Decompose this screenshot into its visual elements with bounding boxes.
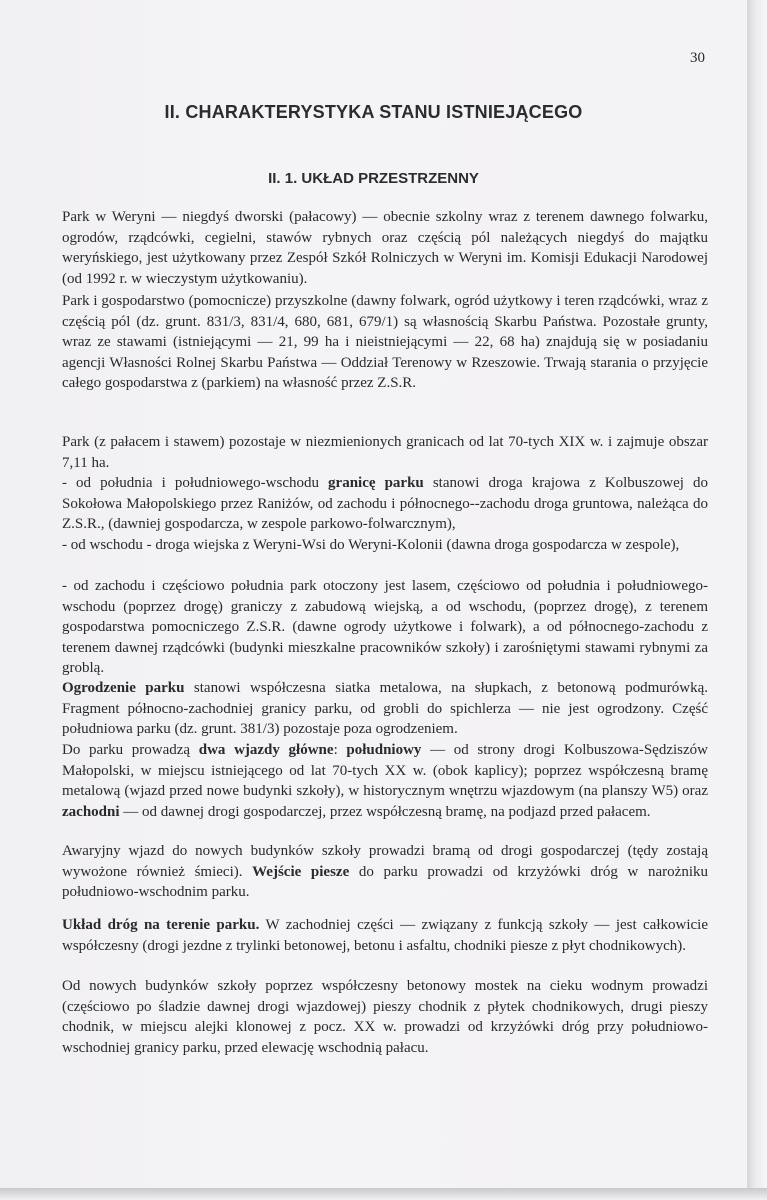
park-boundary-bold: granicę parku xyxy=(328,475,424,491)
paragraph-park-area: Park (z pałacem i stawem) pozostaje w niezmienionych granicach od lat 70-tych XIX w. i zajmuje obszar 7,11 ha. xyxy=(62,434,708,471)
chapter-title: II. CHARAKTERYSTYKA STANU ISTNIEJĄCEGO xyxy=(164,102,583,122)
paragraph-east-boundary: - od wschodu - droga wiejska z Weryni-Wsi do Weryni-Kolonii (dawna droga gospodarcza w zespole), xyxy=(62,537,680,553)
paragraph-entrances: Do parku prowadzą dwa wjazdy główne: południowy — od strony drogi Kolbuszowa-Sędziszów Małopolski, w miejscu istniejącego od lat 70-tych XX w. (obok kaplicy); poprzez współczesną bramę metalową (wjazd przed nowe budynki szkoły), w historycznym wnętrzu wjazdowym (na planszy W5) oraz zachodni — od dawnej drogi gospodarczej, przez współczesną bramę, na podjazd przed pałacem. xyxy=(62,742,708,820)
paragraph-west-boundary: - od zachodu i częściowo południa park otoczony jest lasem, częściowo od południa i południowego-wschodu (poprzez drogę) graniczy z zabudową wiejską, a od wschodu, (poprzez drogę), z terenem gospodarstwa pomocniczego Z.S.R. (dawne ogrody użytkowe i folwark), a od północnego-zachodu z terenem dawnej rządcówki (budynki mieszkalne pracowników szkoły) i zarośniętymi stawami rybnymi za groblą. xyxy=(62,578,708,676)
paragraph-south-boundary: - od południa i południowego-wschodu granicę parku stanowi droga krajowa z Kolbuszowej do Sokołowa Małopolskiego przez Raniżów, od zachodu i północnego--zachodu droga gruntowa, należąca do Z.S.R., (dawniej gospodarcza, w zespole parkowo-folwarcznym), xyxy=(62,475,708,532)
paragraph-emergency-entrance: Awaryjny wjazd do nowych budynków szkoły prowadzi bramą od drogi gospodarczej (tędy zostają wywożone również śmieci). Wejście piesze do parku prowadzi od krzyżówki dróg w narożniku południowo-wschodnim parku. xyxy=(62,843,708,900)
paragraph-footpaths: Od nowych budynków szkoły poprzez współczesny betonowy mostek na cieku wodnym prowadzi (częściowo po śladzie dawnej drogi wjazdowej) pieszy chodnik z płytek chodnikowych, drugi pieszy chodnik, w miejscu alejki klonowej z pocz. XX w. prowadzi od krzyżówki dróg przy południowo-wschodniej granicy parku, przed elewację wschodnią pałacu. xyxy=(62,978,708,1056)
section-title: II. 1. UKŁAD PRZESTRZENNY xyxy=(268,170,479,187)
entrances-bold: dwa wjazdy główne xyxy=(198,742,334,758)
page-edge-shadow xyxy=(747,0,767,1200)
page-bottom-edge xyxy=(0,1188,767,1200)
west-entrance-bold: zachodni xyxy=(62,803,120,820)
paragraph-farm-ownership: Park i gospodarstwo (pomocnicze) przyszkolne (dawny folwark, ogród użytkowy i teren rządcówki, wraz z częścią pól (dz. grunt. 831/3, 831/4, 680, 681, 679/1) są własnością Skarbu Państwa. Pozostałe grunty, wraz ze stawami (istniejącymi — 21, 99 ha i nieistniejącymi — 22, 68 ha) znajdują się w posiadaniu agencji Własności Rolnej Skarbu Państwa — Oddział Terenowy w Rzeszowie. Trwają starania o przyjęcie całego gospodarstwa z (parkiem) na własność przez Z.S.R. xyxy=(62,293,708,391)
paragraph-road-layout: Układ dróg na terenie parku. W zachodniej części — związany z funkcją szkoły — jest całkowicie współczesny (drogi jezdne z trylinki betonowej, betonu i asfaltu, chodniki piesze z płyt chodnikowych). xyxy=(62,917,708,954)
pedestrian-entrance-bold: Wejście piesze xyxy=(252,863,350,880)
paragraph-fence: Ogrodzenie parku stanowi współczesna siatka metalowa, na słupkach, z betonową podmurówką. Fragment północno-zachodniej granicy parku, od grobli do spichlerza — nie jest ogrodzony. Część południowa parku (dz. grunt. 381/3) pozostaje poza ogrodzeniem. xyxy=(62,680,708,737)
south-entrance-bold: południowy xyxy=(346,742,422,758)
road-layout-bold: Układ dróg na terenie parku. xyxy=(62,917,260,933)
fence-bold: Ogrodzenie parku xyxy=(62,680,185,696)
paragraph-ownership: Park w Weryni — niegdyś dworski (pałacowy) — obecnie szkolny wraz z terenem dawnego folwarku, ogrodów, rządcówki, cegielni, stawów rybnych oraz częścią pól należących niegdyś do majątku weryńskiego, jest użytkowany przez Zespół Szkół Rolniczych w Weryni im. Komisji Edukacji Narodowej (od 1992 r. w wieczystym użytkowaniu). xyxy=(62,209,708,287)
page-number: 30 xyxy=(690,50,705,66)
